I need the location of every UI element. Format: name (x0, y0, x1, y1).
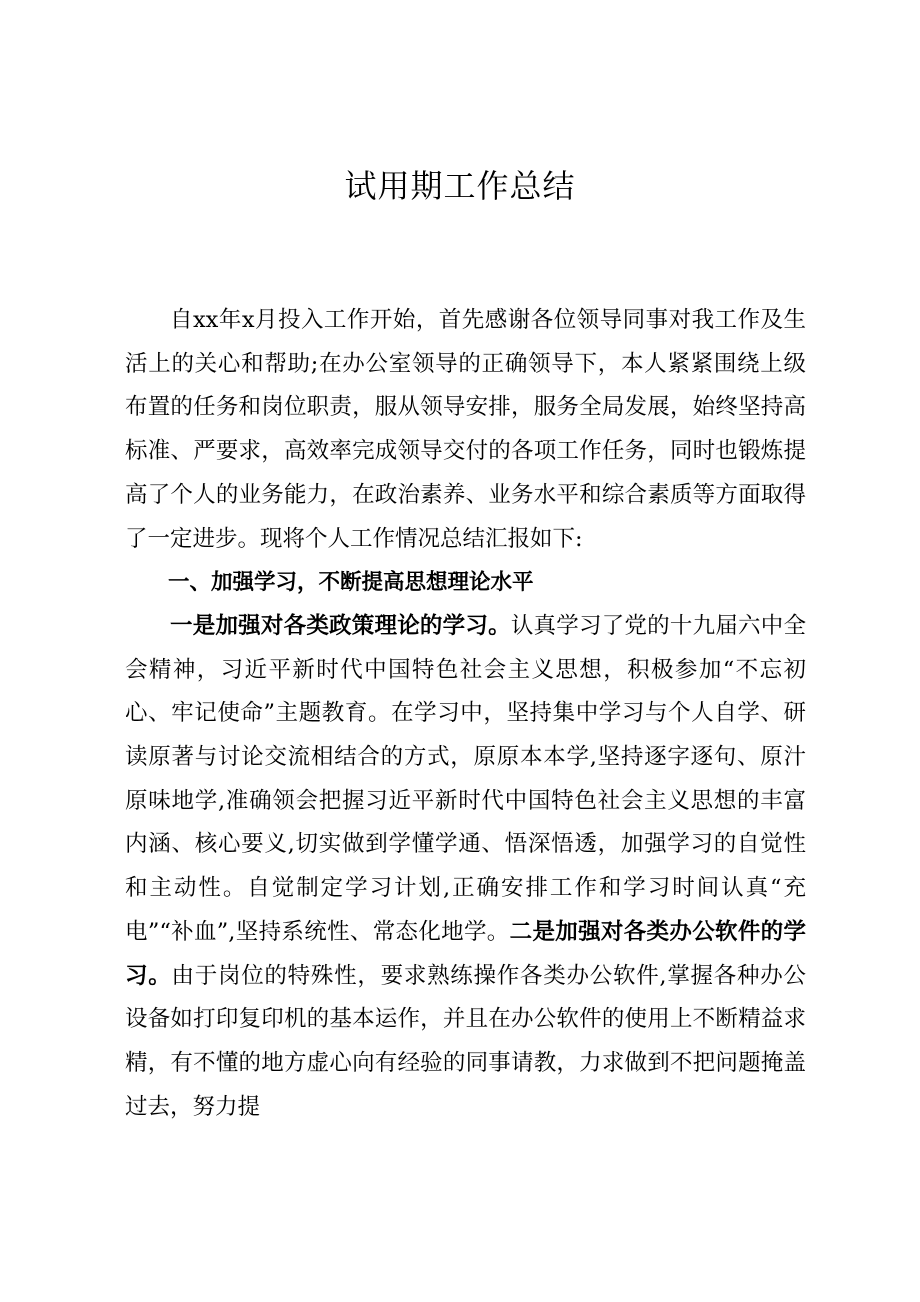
point-two-title: 二是加强对各类办公软件的学习。 (125, 918, 806, 989)
document-title: 试用期工作总结 (344, 167, 576, 205)
document-body (125, 299, 806, 1129)
section-heading: 一、加强学习，不断提高思想理论水平 (168, 570, 534, 596)
section-paragraph (125, 605, 806, 1129)
point-two-text: 由于岗位的特殊性，要求熟练操作各类办公软件,掌握各种办公设备如打印复印机的基本运作，并且在办公软件的使用上不断精益求精，有不懂的地方虚心向有经验的同事请教，力求做到不把问题掩盖过去，努力提 (125, 962, 806, 1120)
intro-paragraph: 自xx年x月投入工作开始，首先感谢各位领导同事对我工作及生活上的关心和帮助;在办公室领导的正确领导下，本人紧紧围绕上级布置的任务和岗位职责，服从领导安排，服务全局发展，始终坚持高标准、严要求，高效率完成领导交付的各项工作任务，同时也锻炼提高了个人的业务能力，在政治素养、业务水平和综合素质等方面取得了一定进步。现将个人工作情况总结汇报如下: (125, 307, 806, 552)
point-one-text: 认真学习了党的十九届六中全会精神，习近平新时代中国特色社会主义思想，积极参加“不忘初心、牢记使命”主题教育。在学习中，坚持集中学习与个人自学、研读原著与讨论交流相结合的方式，原原本本学,坚持逐字逐句、原汁原味地学,准确领会把握习近平新时代中国特色社会主义思想的丰富内涵、核心要义,切实做到学懂学通、悟深悟透，加强学习的自觉性和主动性。自觉制定学习计划,正确安排工作和学习时间认真“充电”“补血”,坚持系统性、常态化地学。 (125, 612, 806, 945)
point-one-title: 一是加强对各类政策理论的学习。 (170, 612, 511, 639)
